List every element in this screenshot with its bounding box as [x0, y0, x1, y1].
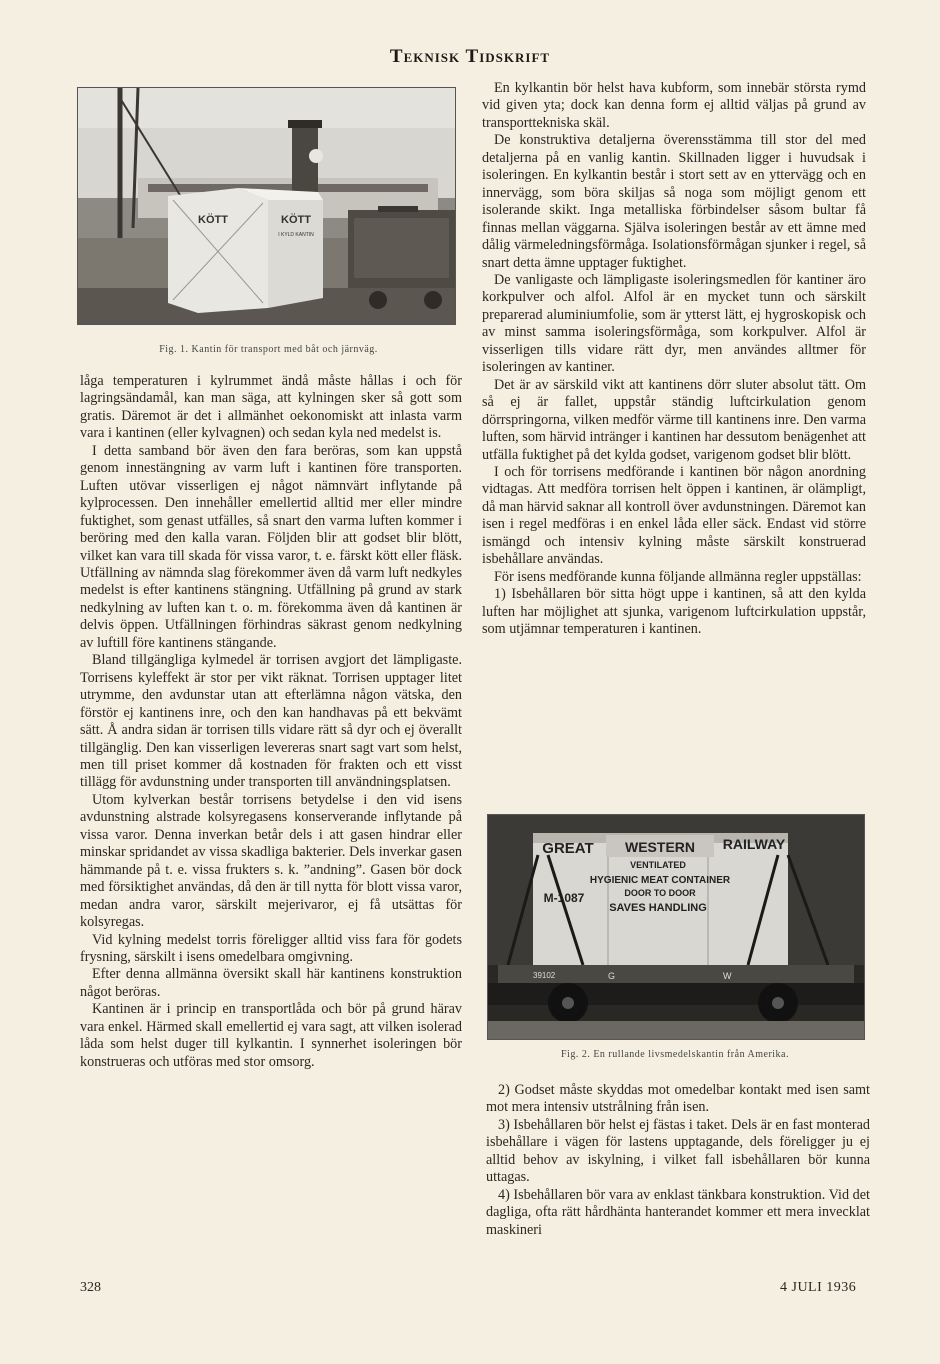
wagon-letter-g: G: [608, 971, 616, 981]
figure-1-illustration: [78, 88, 455, 324]
right-paragraph-5: I och för torrisens medförande i kantinen bör någon anordning vidtagas. Att medföra torrisen helt öppen i kantinen, är olämpligt, då man härvid saknar all kontroll över avdunstningen. Däremot kan isen i regel medföras i en enkel låda eller säck. Endast vid större ismängd och intensiv kylning måste särskilt konstruerad isbehållare användas.: [482, 463, 866, 568]
right-paragraph-7: 1) Isbehållaren bör sitta högt uppe i kantinen, så att den kylda luften har möjlighet att sjunka, varigenom luftcirkulation uppstår, som utjämnar temperaturen i kantinen.: [482, 586, 866, 638]
journal-title: [0, 46, 940, 68]
issue-date: 4 JULI 1936: [780, 1280, 857, 1295]
figure-2-caption: Fig. 2. En rullande livsmedelskantin från Amerika.: [560, 1049, 789, 1060]
crate-text-1: KÖTT: [198, 214, 228, 226]
crate-text-2: KÖTT: [281, 214, 311, 226]
left-paragraph-6: Efter denna allmänna översikt skall här kantinens konstruktion något beröras.: [80, 966, 462, 1000]
right-column-top: [482, 80, 866, 639]
container-text-western: WESTERN: [625, 839, 695, 855]
container-text-railway: RAILWAY: [722, 836, 786, 852]
right-paragraph-3: De vanligaste och lämpligaste isoleringsmedlen för kantiner äro korkpulver och alfol. Alfol är en mycket tunn och särskilt preparerad aluminiumfolie, som är ytterst lätt, ej hygroskopisk och av minst samma isoleringsförmåga, som korkpulver. Alfol är visserligen tills vidare rätt dyr, men användes alltmer för isoleringen av kantiner.: [482, 271, 866, 376]
right-paragraph-9: 3) Isbehållaren bör helst ej fästas i taket. Dels är en fast monterad isbehållare i vägen för lastens upptagande, dels föreligger ju ej alltid behov av iskylning, i vilket fall isbehållaren bör kunna uttagas.: [486, 1116, 870, 1186]
right-paragraph-1: En kylkantin bör helst hava kubform, som innebär största rymd vid given yta; dock kan denna form ej alltid väljas på grund av transporttekniska skäl.: [482, 80, 866, 131]
journal-title-text: Teknisk Tidskrift: [389, 46, 551, 67]
crate-text-3: I KYLD KANTIN: [278, 232, 314, 238]
container-text-number: M-1087: [543, 891, 585, 905]
left-paragraph-1: låga temperaturen i kylrummet ändå måste hållas i och för lagringsändamål, kan man säga, att kylningen sker så gott som gratis. Däremot är det i allmänhet oekonomiskt att inlasta varm vara i kantinen (eller kylvagnen) och sedan kyla ned medelst is.: [80, 373, 462, 442]
figure-2-illustration: [488, 815, 864, 1039]
container-text-ventilated: VENTILATED: [630, 860, 686, 870]
right-paragraph-10: 4) Isbehållaren bör vara av enklast tänkbara konstruktion. Vid det dagliga, ofta rätt hårdhänta hanterandet kommer ett mera invecklat maskineri: [486, 1186, 870, 1238]
right-paragraph-8: 2) Godset måste skyddas mot omedelbar kontakt med isen samt mot mera intensiv utstrålning från isen.: [486, 1082, 870, 1116]
page-number: 328: [80, 1280, 101, 1295]
left-paragraph-3: Bland tillgängliga kylmedel är torrisen avgjort det lämpligaste. Torrisens kyleffekt är stor per vikt räknat. Torrisen upptager litet utrymme, den avdunstar utan att efterlämna någon vätska, den förstör ej kantinens inre, och den kan handhavas på ett bekvämt sätt. Å andra sidan är torrisen tills vidare rätt så dyr och ej överallt tillgänglig. Den kan visserligen levereras snart sagt vart som helst, men till priset kommer då kostnaden för frakten och ett visst tillägg för avdunstning under transporten till användningsplatsen.: [80, 652, 462, 791]
figure-1-photo: [77, 87, 456, 325]
container-text-saves: SAVES HANDLING: [609, 902, 707, 914]
container-text-hygienic: HYGIENIC MEAT CONTAINER: [589, 875, 731, 886]
left-paragraph-2: I detta samband bör även den fara beröras, som kan uppstå genom innestängning av varm luft i kantinen före transporten. Luften utövar visserligen ej något nämnvärt inflytande på kylprocessen. Den innehåller emellertid alltid mer eller mindre fuktighet, som genast utfälles, så snart den varma luften kommer i beröring med den kalla varan. Följden blir att godset blir blött, vilket kan vara till skada för vissa varor, t. e. färskt kött eller fläsk. Utfällning av nämnda slag förekommer även då varm luft nedkyles medelst is efter kantinens stängning. Utfällning på grund av stark nedkylning av luften kan t. o. m. förekomma även då kantinen är delvis öppen. Utfällningen förhindras säkrast genom nedkylning av luftill före kantinens stängande.: [80, 442, 462, 651]
left-paragraph-7: Kantinen är i princip en transportlåda och bör på grund härav vara enkel. Härmed skall emellertid ej vara sagt, att vilken isolerad låda som helst duger till kylkantin. I synnerhet isoleringen bör konstrueras och utföras med stor omsorg.: [80, 1001, 462, 1070]
figure-1-caption: Fig. 1. Kantin för transport med båt och järnväg.: [159, 344, 378, 355]
figure-2-photo: [487, 814, 865, 1040]
left-paragraph-5: Vid kylning medelst torris föreligger alltid viss fara för godets frysning, särskilt i isens omedelbara omgivning.: [80, 931, 462, 965]
left-column: [80, 373, 462, 1071]
right-column-bottom: [486, 1082, 870, 1239]
wagon-letter-w: W: [723, 971, 732, 981]
right-paragraph-4: Det är av särskild vikt att kantinens dörr sluter absolut tätt. Om så ej är fallet, uppstår ständig luftcirkulation genom dörrspringorna, vilken medför värme till kantinens inre. Den varma luften, som härvid intränger i kantinen har dessutom benägenhet att utfälla fuktighet på det kylda godset, varigenom godset blir blött.: [482, 376, 866, 463]
right-paragraph-6: För isens medförande kunna följande allmänna regler uppställas:: [494, 568, 862, 585]
container-text-door: DOOR TO DOOR: [624, 888, 696, 898]
left-paragraph-4: Utom kylverkan består torrisens betydelse i den vid isens avdunstning alstrade kolsyregasens konserverande inflytande på vissa varor. Denna inverkan betår dels i att gasen hindrar eller minskar spridandet av vissa skadliga bakterier. Dels inverkar gasen hämmande på t. e. vissa frukters s. k. ”andning”. Gasen bör dock med försiktighet användas, då den är till nytta för blott vissa varor, medan andra varor, särskilt mejerivaror, ej få utsättas för kolsyregas.: [80, 791, 462, 931]
wagon-number: 39102: [533, 971, 556, 980]
container-text-great: GREAT: [542, 840, 594, 857]
right-paragraph-2: De konstruktiva detaljerna överensstämma till stor del med detaljerna på en vanlig kantin. Skillnaden ligger i huvudsak i isoleringen. En kylkantin består i stort sett av en yttervägg och en innervägg, som böra skiljas så noga som möjligt genom ett isolerande skikt. Inga metalliska förbindelser såsom bultar få finnas mellan väggarna. Själva isoleringen består av ett ämne med dålig värmeledningsförmåga. Isolationsförmågan sjunker i regel, så snart detta ämne upptager fuktighet.: [482, 132, 866, 271]
